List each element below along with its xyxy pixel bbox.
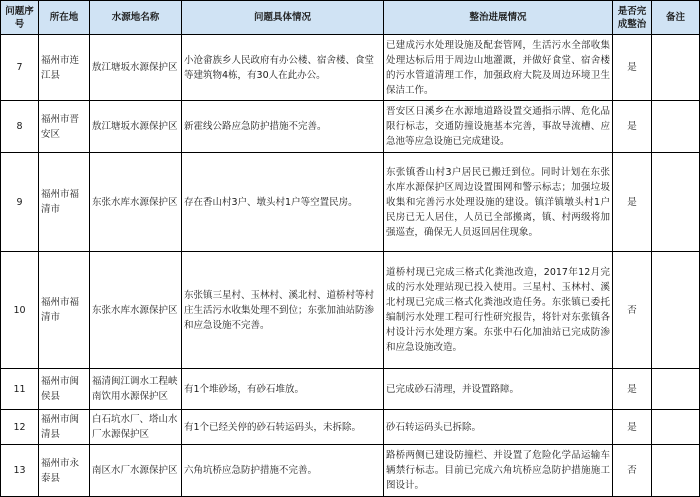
cell-no: 13 xyxy=(1,445,39,497)
cell-done: 是 xyxy=(613,35,652,101)
cell-done: 否 xyxy=(613,445,652,497)
cell-note xyxy=(652,153,700,252)
table-row xyxy=(1,101,700,153)
cell-progress: 已建成污水处理设施及配套管网，生活污水全部收集处理达标后用于周边山地灌溉，并做好食堂、宿舍楼的污水管道清理工作，加强政府大院及周边环境卫生保洁工作。 xyxy=(384,35,613,101)
cell-done: 否 xyxy=(613,252,652,369)
header-source: 水源地名称 xyxy=(90,1,182,35)
cell-location: 福州市闽清县 xyxy=(39,410,90,445)
cell-location: 福州市福清市 xyxy=(39,153,90,252)
header-problem: 问题具体情况 xyxy=(182,1,384,35)
cell-problem: 有1个已经关停的砂石转运码头，未拆除。 xyxy=(182,410,384,445)
table-row xyxy=(1,445,700,497)
cell-location: 福州市连江县 xyxy=(39,35,90,101)
cell-source: 南区水厂水源保护区 xyxy=(90,445,182,497)
cell-progress: 砂石转运码头已拆除。 xyxy=(384,410,613,445)
cell-note xyxy=(652,410,700,445)
cell-note xyxy=(652,252,700,369)
cell-progress: 东张镇香山村3户居民已搬迁到位。同时计划在东张水库水源保护区周边设置围网和警示标志；加强垃圾收集和完善污水处理设施的建设。镇洋镇墩头村1户民房已无人居住，人员已全部搬离，镇、村两级将加强巡查，确保无人员返回居住现象。 xyxy=(384,153,613,252)
cell-no: 12 xyxy=(1,410,39,445)
cell-note xyxy=(652,445,700,497)
header-note: 备注 xyxy=(652,1,700,35)
table-row xyxy=(1,369,700,410)
cell-problem: 新霍线公路应急防护措施不完善。 xyxy=(182,101,384,153)
cell-location: 福州市晋安区 xyxy=(39,101,90,153)
cell-done: 是 xyxy=(613,153,652,252)
cell-progress: 已完成砂石清理，并设置路障。 xyxy=(384,369,613,410)
cell-done: 是 xyxy=(613,410,652,445)
cell-location: 福州市福清市 xyxy=(39,252,90,369)
cell-note xyxy=(652,369,700,410)
table-row xyxy=(1,252,700,369)
cell-progress: 道桥村现已完成三格式化粪池改造，2017年12月完成的污水处理站现已投入使用。三星村、玉林村、溪北村现已完成三格式化粪池改造任务。东张镇已委托编制污水处理工程可行性研究报告，将针对东张镇各村设计污水处理方案。东张中石化加油站已完成防渗和应急设施改造。 xyxy=(384,252,613,369)
header-done: 是否完成整治 xyxy=(613,1,652,35)
cell-no: 11 xyxy=(1,369,39,410)
cell-problem: 存在香山村3户、墩头村1户等空置民房。 xyxy=(182,153,384,252)
cell-no: 9 xyxy=(1,153,39,252)
cell-problem: 六角坑桥应急防护措施不完善。 xyxy=(182,445,384,497)
header-progress: 整治进展情况 xyxy=(384,1,613,35)
cell-source: 东张水库水源保护区 xyxy=(90,252,182,369)
header-no: 问题序号 xyxy=(1,1,39,35)
cell-problem: 有1个堆砂场，有砂石堆放。 xyxy=(182,369,384,410)
table-row xyxy=(1,410,700,445)
cell-done: 是 xyxy=(613,101,652,153)
cell-no: 8 xyxy=(1,101,39,153)
cell-problem: 小沧畲族乡人民政府有办公楼、宿舍楼、食堂等建筑物4栋，有30人在此办公。 xyxy=(182,35,384,101)
cell-source: 东张水库水源保护区 xyxy=(90,153,182,252)
cell-source: 敖江塘坂水源保护区 xyxy=(90,35,182,101)
cell-source: 白石坑水厂、塔山水厂水源保护区 xyxy=(90,410,182,445)
cell-note xyxy=(652,101,700,153)
table-row xyxy=(1,35,700,101)
cell-source: 敖江塘坂水源保护区 xyxy=(90,101,182,153)
cell-progress: 晋安区日溪乡在水源地道路设置交通指示牌、危化品限行标志，交通防撞设施基本完善，事故导流槽、应急池等应急设施已完成建设。 xyxy=(384,101,613,153)
cell-location: 福州市闽侯县 xyxy=(39,369,90,410)
table-row xyxy=(1,153,700,252)
cell-source: 福清闽江调水工程峡南饮用水源保护区 xyxy=(90,369,182,410)
cell-progress: 路桥两侧已建设防撞栏、并设置了危险化学品运输车辆禁行标志。目前已完成六角坑桥应急防护措施施工图设计。 xyxy=(384,445,613,497)
header-row xyxy=(1,1,700,35)
cell-done: 是 xyxy=(613,369,652,410)
cell-note xyxy=(652,35,700,101)
cell-problem: 东张镇三星村、玉林村、溪北村、道桥村等村庄生活污水收集处理不到位；东张加油站防渗和应急设施不完善。 xyxy=(182,252,384,369)
cell-no: 7 xyxy=(1,35,39,101)
cell-no: 10 xyxy=(1,252,39,369)
cell-location: 福州市永泰县 xyxy=(39,445,90,497)
header-location: 所在地 xyxy=(39,1,90,35)
